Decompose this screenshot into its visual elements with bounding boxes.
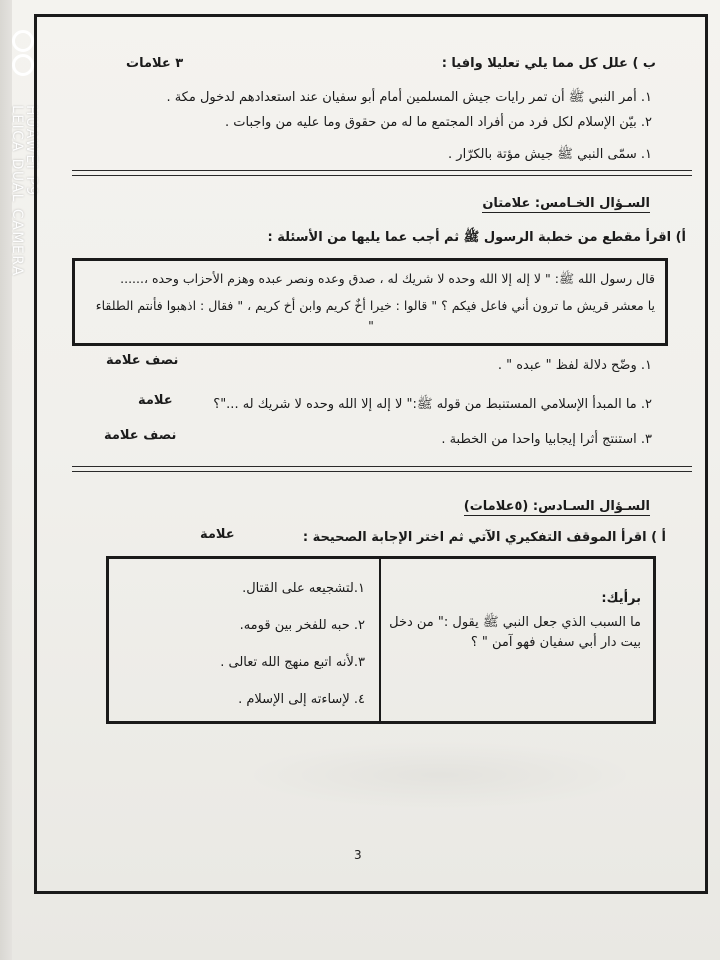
watermark-camera: LEICA DUAL CAMERA xyxy=(9,105,25,277)
choice-option-1[interactable]: ١.لتشجيعه على القتال. xyxy=(242,581,365,596)
divider xyxy=(72,471,692,472)
choice-table xyxy=(106,556,656,724)
section-b-heading: ب ) علل كل مما يلي تعليلا وافيا : xyxy=(441,56,656,71)
q6-mark: علامة xyxy=(200,527,235,542)
section-b-item-1: ١. أمر النبي ﷺ أن تمر رايات جيش المسلمين أمام أبو سفيان عند استعدادهم لدخول مكة . xyxy=(166,90,652,105)
q5-instruction: أ) اقرأ مقطع من خطبة الرسول ﷺ ثم أجب عما يليها من الأسئلة : xyxy=(267,230,686,245)
choice-option-2[interactable]: ٢. حبه للفخر بين قومه. xyxy=(239,618,365,633)
section-b-item-3: ١. سمّى النبي ﷺ جيش مؤتة بالكرّار . xyxy=(448,147,652,162)
q5-question-2-mark: علامة xyxy=(138,393,173,408)
q6-instruction: أ ) اقرأ الموقف التفكيري الآتي ثم اختر الإجابة الصحيحة : xyxy=(302,530,666,545)
q6-title: السـؤال السـادس: (٥علامات) xyxy=(463,499,650,514)
q5-question-1: ١. وضّح دلالة لفظ " عبده " . xyxy=(497,358,652,373)
divider xyxy=(72,175,692,176)
choice-option-3[interactable]: ٣.لأنه اتبع منهج الله تعالى . xyxy=(220,655,365,670)
section-b-item-2: ٢. بيّن الإسلام لكل فرد من أفراد المجتمع ما له من حقوق وما عليه من واجبات . xyxy=(225,115,652,130)
choice-option-4[interactable]: ٤. لإساءته إلى الإسلام . xyxy=(238,692,365,707)
page-number: 3 xyxy=(354,848,362,862)
speech-quote-box xyxy=(72,258,668,346)
section-b-marks: ٣ علامات xyxy=(126,56,184,71)
show-through-shadow xyxy=(240,740,640,810)
watermark-brand: HUAWEI P9 xyxy=(23,105,39,197)
q5-question-3-mark: نصف علامة xyxy=(104,428,177,443)
q5-question-1-mark: نصف علامة xyxy=(106,353,179,368)
quote-line: " xyxy=(368,318,374,333)
q5-title: السـؤال الخـامس: علامتان xyxy=(482,196,650,211)
opinion-cell xyxy=(379,559,653,721)
opinion-label: برأيك: xyxy=(601,591,641,606)
quote-line: قال رسول الله ﷺ: " لا إله إلا الله وحده لا شريك له ، صدق وعده ونصر عبده وهزم الأحزاب وحده ،...... xyxy=(120,271,655,286)
divider xyxy=(72,170,692,171)
divider xyxy=(72,466,692,467)
choices-cell xyxy=(109,559,379,721)
q5-question-2: ٢. ما المبدأ الإسلامي المستنبط من قوله ﷺ:" لا إله إلا الله وحده لا شريك له ..."؟ xyxy=(213,397,652,412)
quote-line: يا معشر قريش ما ترون أني فاعل فيكم ؟ " قالوا : خيرا أخٌ كريم وابن أخ كريم ، " فقال : اذهبوا فأنتم الطلقاء xyxy=(95,298,655,313)
opinion-question: ما السبب الذي جعل النبي ﷺ يقول :" من دخل بيت دار أبي سفيان فهو آمن " ؟ xyxy=(389,615,641,650)
q5-question-3: ٣. استنتج أثرا إيجابيا واحدا من الخطبة . xyxy=(441,432,652,447)
